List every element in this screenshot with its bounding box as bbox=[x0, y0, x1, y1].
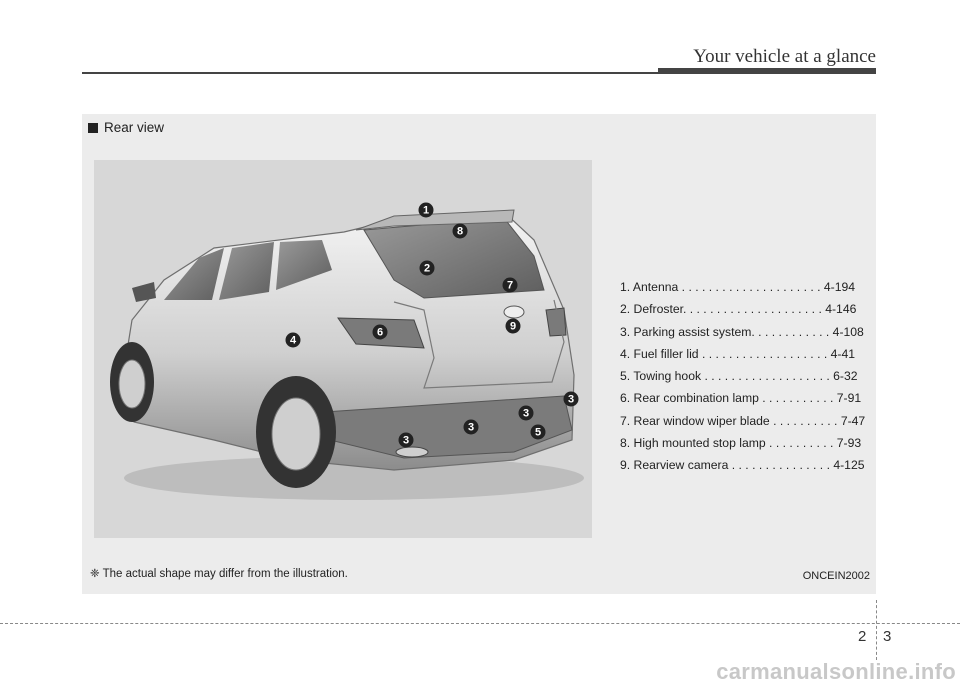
legend-item: 3. Parking assist system. . . . . . . . . . . . 4-108 bbox=[620, 324, 864, 339]
callout-marker bbox=[419, 203, 434, 218]
callout-marker bbox=[399, 433, 414, 448]
header-title: Your vehicle at a glance bbox=[693, 46, 876, 67]
legend-item: 9. Rearview camera . . . . . . . . . . . . . . . 4-125 bbox=[620, 458, 865, 473]
page-number: 3 bbox=[883, 628, 892, 645]
section-heading bbox=[88, 120, 164, 135]
legend-item: 8. High mounted stop lamp . . . . . . . . . . 7-93 bbox=[620, 436, 862, 451]
exhaust-tip bbox=[396, 447, 428, 457]
footnote: ❈ The actual shape may differ from the illustration. bbox=[90, 568, 348, 580]
legend-item: 7. Rear window wiper blade . . . . . . . . . . 7-47 bbox=[620, 413, 866, 428]
legend-item: 5. Towing hook . . . . . . . . . . . . . . . . . . . 6-32 bbox=[620, 369, 858, 384]
rear-wheel-rim bbox=[272, 398, 320, 470]
footer-rule bbox=[0, 623, 960, 624]
callout-marker bbox=[531, 425, 546, 440]
section-bullet-icon bbox=[88, 123, 98, 133]
rear-badge bbox=[504, 306, 524, 318]
header-rule-accent bbox=[658, 68, 876, 74]
page-number-divider bbox=[876, 600, 877, 660]
legend-item: 4. Fuel filler lid . . . . . . . . . . . . . . . . . . . 4-41 bbox=[620, 346, 856, 361]
callout-label: 3 bbox=[467, 421, 475, 434]
content-panel bbox=[82, 114, 876, 594]
callout-label: 1 bbox=[422, 204, 430, 217]
section-heading-label: Rear view bbox=[104, 120, 165, 135]
callout-marker bbox=[453, 224, 468, 239]
callout-marker bbox=[506, 319, 521, 334]
tail-lamp-right bbox=[546, 308, 566, 336]
callout-marker bbox=[286, 333, 301, 348]
chapter-number: 2 bbox=[858, 628, 867, 645]
callout-label: 4 bbox=[289, 334, 297, 347]
vehicle-rear-view-drawing bbox=[94, 160, 592, 538]
callout-marker bbox=[519, 406, 534, 421]
watermark-text: carmanualsonline.info bbox=[716, 659, 956, 684]
callout-marker bbox=[373, 325, 388, 340]
front-wheel-rim bbox=[119, 360, 145, 408]
callout-marker bbox=[564, 392, 579, 407]
callout-marker bbox=[503, 278, 518, 293]
callout-label: 5 bbox=[534, 426, 542, 439]
callout-label: 6 bbox=[376, 326, 384, 339]
callout-marker bbox=[420, 261, 435, 276]
legend-item: 2. Defroster. . . . . . . . . . . . . . . . . . . . . 4-146 bbox=[620, 302, 857, 317]
legend-list bbox=[620, 276, 875, 477]
callout-label: 7 bbox=[506, 279, 514, 292]
callout-label: 3 bbox=[522, 407, 530, 420]
image-code: ONCEIN2002 bbox=[802, 570, 870, 582]
legend-item: 6. Rear combination lamp . . . . . . . . . . . 7-91 bbox=[620, 391, 862, 406]
callout-label: 9 bbox=[509, 320, 517, 333]
vehicle-illustration bbox=[94, 160, 592, 538]
callout-label: 3 bbox=[567, 393, 575, 406]
callout-label: 2 bbox=[423, 262, 431, 275]
callout-marker bbox=[464, 420, 479, 435]
callout-label: 8 bbox=[456, 225, 464, 238]
callout-label: 3 bbox=[402, 434, 410, 447]
legend-item: 1. Antenna . . . . . . . . . . . . . . . . . . . . . 4-194 bbox=[620, 280, 856, 294]
